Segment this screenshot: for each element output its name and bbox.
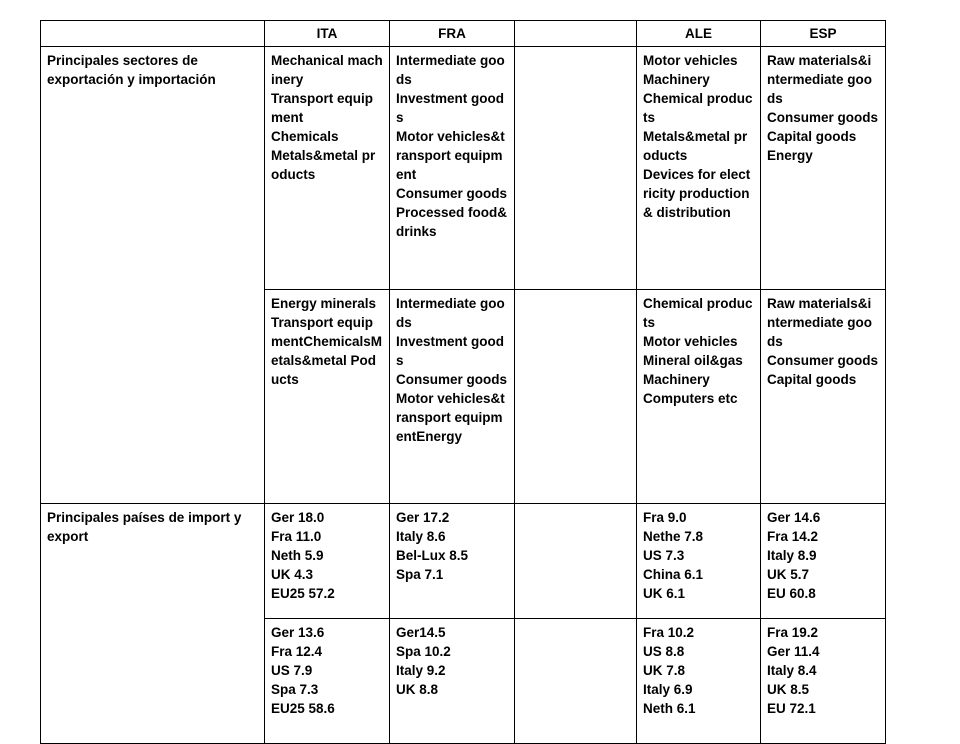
cell-esp-export-sectors: Raw materials&intermediate goods Consumer goods Capital goods Energy: [761, 47, 886, 290]
cell-ita-export-sectors: Mechanical machinery Transport equipment Chemicals Metals&metal products: [265, 47, 390, 290]
cell-fra-export-countries: Ger 17.2 Italy 8.6 Bel-Lux 8.5 Spa 7.1: [390, 504, 515, 619]
cell-esp-import-countries: Fra 19.2 Ger 11.4 Italy 8.4 UK 8.5 EU 72.1: [761, 619, 886, 744]
header-ale: ALE: [637, 21, 761, 47]
cell-esp-import-sectors: Raw materials&intermediate goods Consumer goods Capital goods: [761, 290, 886, 504]
cell-empty: [515, 47, 637, 290]
cell-fra-import-sectors: Intermediate goods Investment goods Consumer goods Motor vehicles&transport equipmentEnergy: [390, 290, 515, 504]
cell-ita-import-countries: Ger 13.6 Fra 12.4 US 7.9 Spa 7.3 EU25 58.6: [265, 619, 390, 744]
cell-empty: [515, 619, 637, 744]
cell-fra-export-sectors: Intermediate goods Investment goods Motor vehicles&transport equipment Consumer goods Processed food&drinks: [390, 47, 515, 290]
cell-empty: [515, 290, 637, 504]
header-esp: ESP: [761, 21, 886, 47]
header-fra: FRA: [390, 21, 515, 47]
cell-ale-export-sectors: Motor vehicles Machinery Chemical products Metals&metal products Devices for electricity production& distribution: [637, 47, 761, 290]
table-row: [41, 504, 886, 619]
cell-esp-export-countries: Ger 14.6 Fra 14.2 Italy 8.9 UK 5.7 EU 60.8: [761, 504, 886, 619]
header-empty: [515, 21, 637, 47]
cell-fra-import-countries: Ger14.5 Spa 10.2 Italy 9.2 UK 8.8: [390, 619, 515, 744]
cell-ita-export-countries: Ger 18.0 Fra 11.0 Neth 5.9 UK 4.3 EU25 57.2: [265, 504, 390, 619]
cell-ale-import-sectors: Chemical products Motor vehicles Mineral oil&gas Machinery Computers etc: [637, 290, 761, 504]
header-corner-cell: [41, 21, 265, 47]
row-label-sectores: Principales sectores de exportación y importación: [41, 47, 265, 504]
cell-ale-import-countries: Fra 10.2 US 8.8 UK 7.8 Italy 6.9 Neth 6.1: [637, 619, 761, 744]
row-label-paises: Principales países de import y export: [41, 504, 265, 744]
header-ita: ITA: [265, 21, 390, 47]
cell-ita-import-sectors: Energy mineralsTransport equipmentChemicalsMetals&metal Poducts: [265, 290, 390, 504]
comparison-table: [40, 20, 886, 744]
cell-ale-export-countries: Fra 9.0 Nethe 7.8 US 7.3 China 6.1 UK 6.1: [637, 504, 761, 619]
table-row: [41, 47, 886, 290]
cell-empty: [515, 504, 637, 619]
header-row: [41, 21, 886, 47]
